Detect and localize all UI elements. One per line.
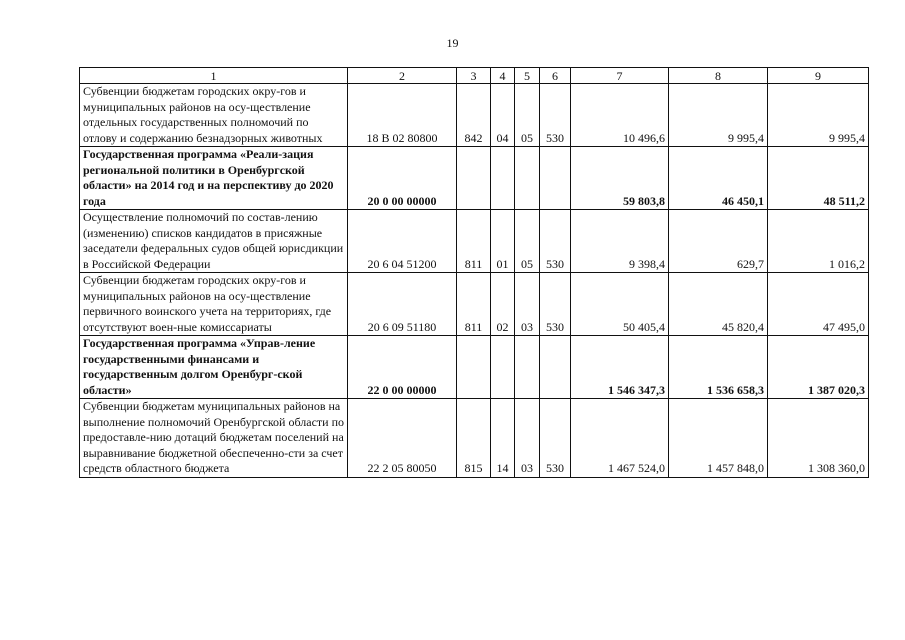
table-row bbox=[80, 336, 869, 399]
row-amount-7: 59 803,8 bbox=[571, 147, 669, 210]
row-col-6 bbox=[540, 336, 571, 399]
column-header: 3 bbox=[457, 68, 491, 84]
column-header: 8 bbox=[669, 68, 768, 84]
row-col-3 bbox=[457, 147, 491, 210]
row-col-3: 811 bbox=[457, 273, 491, 336]
row-name: Субвенции бюджетам муниципальных районов на выполнение полномочий Оренбургской области по предоставле-нию дотаций бюджетам поселений на выравнивание бюджетной обеспеченно-сти за счет средств областного бюджета bbox=[80, 399, 348, 478]
table-row bbox=[80, 399, 869, 478]
row-amount-9: 9 995,4 bbox=[768, 84, 869, 147]
table-row bbox=[80, 84, 869, 147]
row-col-5: 05 bbox=[515, 210, 540, 273]
row-code: 18 В 02 80800 bbox=[348, 84, 457, 147]
column-header: 1 bbox=[80, 68, 348, 84]
row-col-4: 02 bbox=[491, 273, 515, 336]
table-header-row bbox=[80, 68, 869, 84]
row-amount-8: 629,7 bbox=[669, 210, 768, 273]
row-name: Субвенции бюджетам городских окру-гов и муниципальных районов на осу-ществление отдельных государственных полномочий по отлову и содержанию безнадзорных животных bbox=[80, 84, 348, 147]
column-header: 9 bbox=[768, 68, 869, 84]
row-amount-9: 1 016,2 bbox=[768, 210, 869, 273]
row-col-6: 530 bbox=[540, 273, 571, 336]
row-amount-9: 1 308 360,0 bbox=[768, 399, 869, 478]
row-col-6: 530 bbox=[540, 210, 571, 273]
row-amount-9: 47 495,0 bbox=[768, 273, 869, 336]
row-name: Субвенции бюджетам городских окру-гов и муниципальных районов на осу-ществление первичного воинского учета на территориях, где отсутствуют воен-ные комиссариаты bbox=[80, 273, 348, 336]
row-col-4: 14 bbox=[491, 399, 515, 478]
row-amount-8: 9 995,4 bbox=[669, 84, 768, 147]
table-row bbox=[80, 273, 869, 336]
column-header: 2 bbox=[348, 68, 457, 84]
row-code: 22 0 00 00000 bbox=[348, 336, 457, 399]
row-amount-8: 46 450,1 bbox=[669, 147, 768, 210]
row-code: 20 6 04 51200 bbox=[348, 210, 457, 273]
page-number: 19 bbox=[446, 36, 459, 50]
row-amount-7: 50 405,4 bbox=[571, 273, 669, 336]
row-col-6: 530 bbox=[540, 84, 571, 147]
column-header: 5 bbox=[515, 68, 540, 84]
row-amount-9: 1 387 020,3 bbox=[768, 336, 869, 399]
row-col-4: 01 bbox=[491, 210, 515, 273]
row-col-6: 530 bbox=[540, 399, 571, 478]
row-amount-8: 1 536 658,3 bbox=[669, 336, 768, 399]
table-row bbox=[80, 210, 869, 273]
table-row bbox=[80, 147, 869, 210]
row-col-4 bbox=[491, 336, 515, 399]
row-code: 20 6 09 51180 bbox=[348, 273, 457, 336]
row-amount-7: 1 467 524,0 bbox=[571, 399, 669, 478]
row-col-4 bbox=[491, 147, 515, 210]
row-amount-8: 45 820,4 bbox=[669, 273, 768, 336]
row-name: Осуществление полномочий по состав-лению (изменению) списков кандидатов в присяжные заседатели федеральных судов общей юрисдикции в Российской Федерации bbox=[80, 210, 348, 273]
column-header: 7 bbox=[571, 68, 669, 84]
row-col-3: 815 bbox=[457, 399, 491, 478]
row-code: 22 2 05 80050 bbox=[348, 399, 457, 478]
row-amount-9: 48 511,2 bbox=[768, 147, 869, 210]
row-amount-7: 10 496,6 bbox=[571, 84, 669, 147]
row-col-4: 04 bbox=[491, 84, 515, 147]
row-amount-7: 9 398,4 bbox=[571, 210, 669, 273]
row-name: Государственная программа «Управ-ление государственными финансами и государственным долгом Оренбург-ской области» bbox=[80, 336, 348, 399]
row-amount-7: 1 546 347,3 bbox=[571, 336, 669, 399]
row-col-5: 05 bbox=[515, 84, 540, 147]
row-col-5: 03 bbox=[515, 273, 540, 336]
column-header: 4 bbox=[491, 68, 515, 84]
row-col-3: 842 bbox=[457, 84, 491, 147]
row-col-5: 03 bbox=[515, 399, 540, 478]
row-code: 20 0 00 00000 bbox=[348, 147, 457, 210]
row-col-5 bbox=[515, 147, 540, 210]
column-header: 6 bbox=[540, 68, 571, 84]
budget-table bbox=[79, 67, 869, 478]
row-col-3: 811 bbox=[457, 210, 491, 273]
row-col-5 bbox=[515, 336, 540, 399]
row-amount-8: 1 457 848,0 bbox=[669, 399, 768, 478]
row-name: Государственная программа «Реали-зация региональной политики в Оренбургской области» на 2014 год и на перспективу до 2020 года bbox=[80, 147, 348, 210]
row-col-6 bbox=[540, 147, 571, 210]
row-col-3 bbox=[457, 336, 491, 399]
